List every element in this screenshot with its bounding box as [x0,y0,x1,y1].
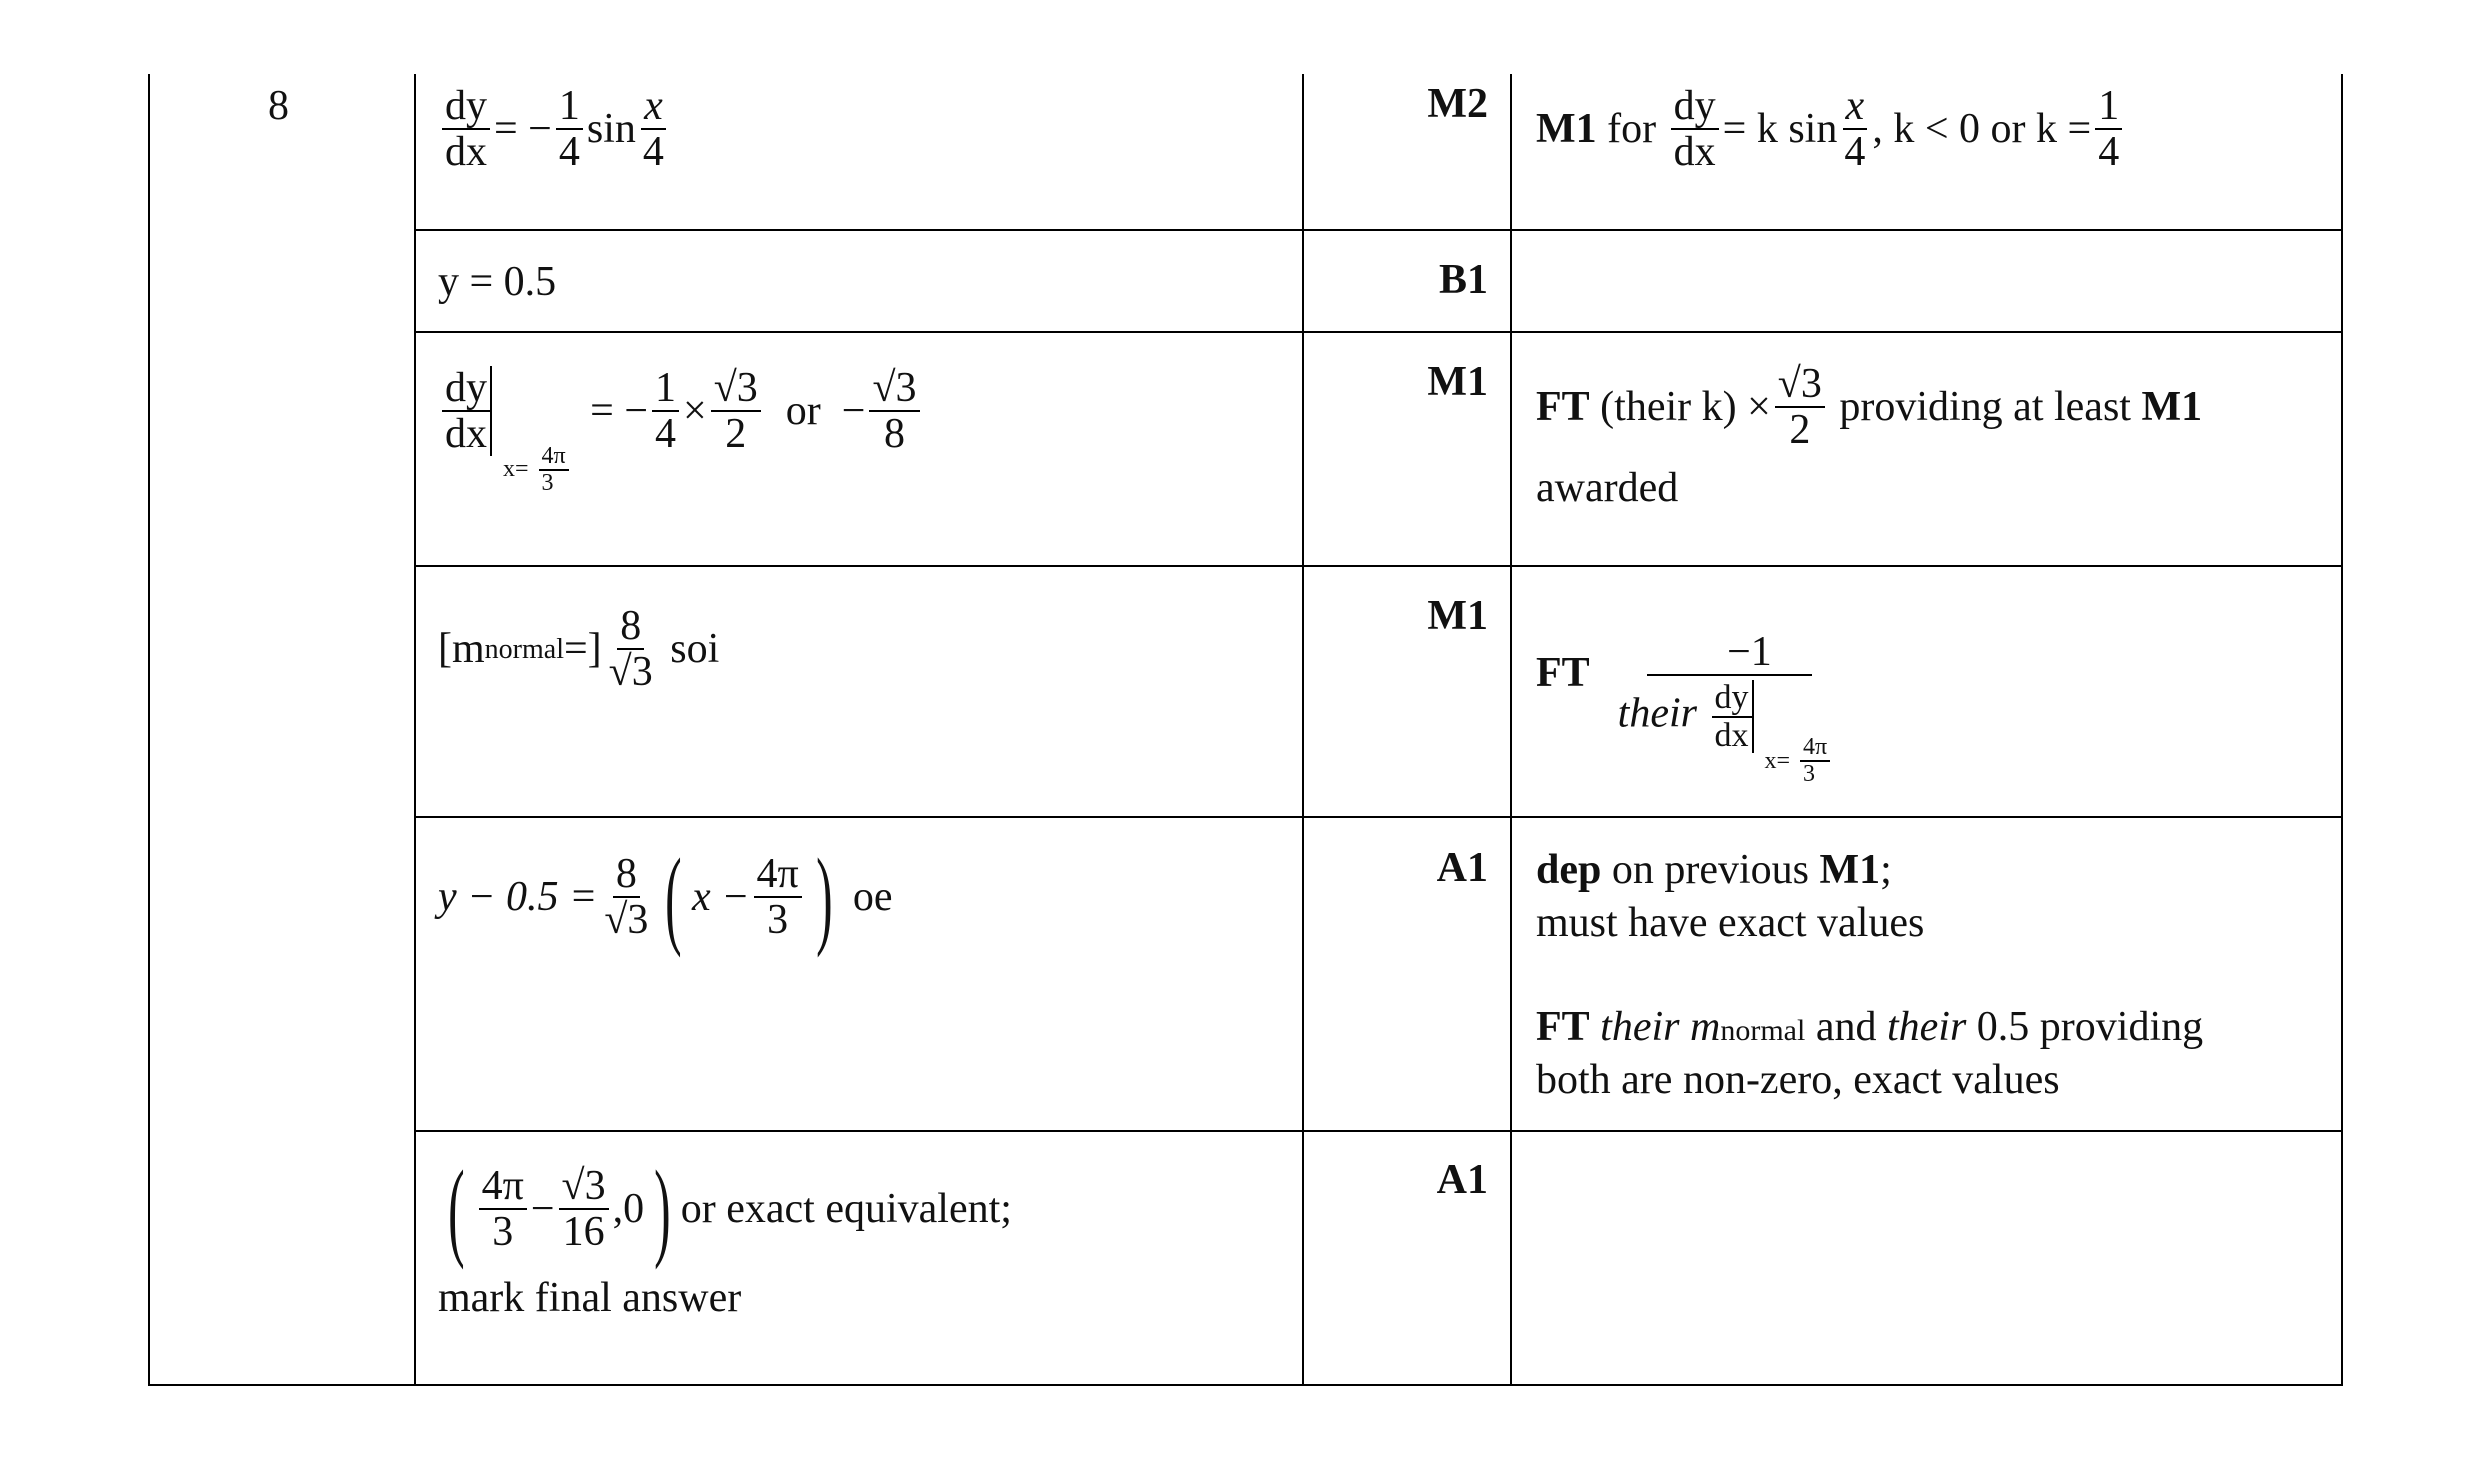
mark-row-5: A1 [1436,845,1488,891]
guidance-row-5: dep on previous M1; must have exact values FT their mnormal and their 0.5 providing both are non-zero, exact values [1536,847,2204,1103]
column-divider-answer [1302,74,1304,1386]
guidance-row-3: FT (their k) × $\frac{√3}{2}$ providing at least M1 awarded [1536,361,2203,512]
mark-row-4: M1 [1427,593,1488,639]
guidance-row-1: M1 for $\frac{dy}{dx}$ = k sin x 4 , k < 0 or k = $\frac{1}{4}$ [1536,84,2126,174]
column-divider-marks [1510,74,1512,1386]
row-divider [414,565,2343,567]
table-border-right [2341,74,2343,1386]
guidance-row-4: FT −1 their dy dx x= $\frac{4\pi}{3}$ [1536,594,1848,753]
mark-row-6: A1 [1436,1157,1488,1203]
answer-row-3: dy dx x= $\frac{4\pi}{3}$ = − $\frac{1}{4}$ × $\frac{√3}{2}$ or − $\frac{√3}{8}$ [438,366,924,456]
answer-row-6: ( 4π 3 − $\frac{√3}{16}$ ,0 ) or exact equivalent; mark final answer [438,1148,1012,1321]
table-border-left [148,74,150,1386]
mark-row-2: B1 [1438,257,1488,303]
mark-row-1: M2 [1427,81,1488,127]
answer-row-1: $\frac{dy}{dx}$ = − $\frac{1}{4}$ sin x 4 [438,84,671,174]
answer-row-4: [m normal =] 8 √3 soi [438,603,720,696]
answer-row-2: y = 0.5 [438,259,557,305]
row-divider [414,816,2343,818]
row-divider [414,331,2343,333]
row-divider [414,229,2343,231]
table-border-bottom [148,1384,2343,1386]
answer-row-5: y − 0.5 = $\frac{8}{√3}$ ( x − $\frac{4\pi}{3}$ ) oe [438,836,893,958]
question-number: 8 [268,83,289,129]
mark-scheme-table [148,74,2343,1386]
column-divider-question [414,74,416,1386]
mark-row-3: M1 [1427,359,1488,405]
row-divider [414,1130,2343,1132]
